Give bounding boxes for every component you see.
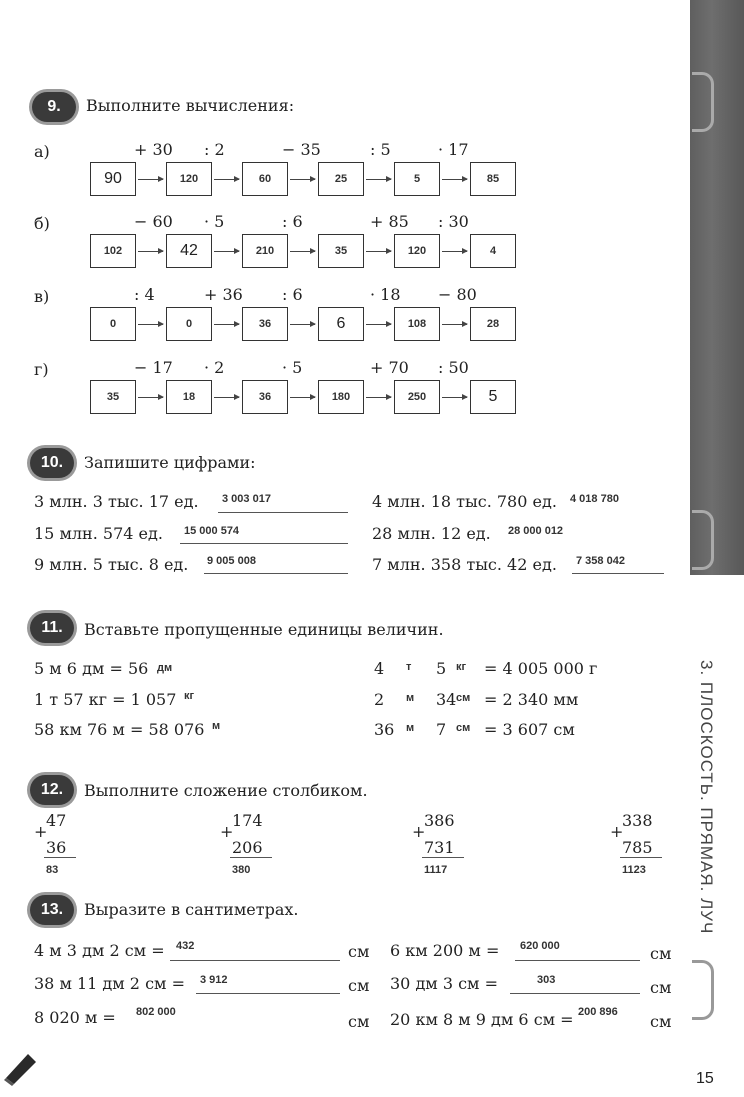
addend-bottom: 36 — [46, 838, 67, 857]
task-10-item: 7 млн. 358 тыс. 42 ед. — [372, 555, 557, 574]
task-9-arrow — [290, 251, 315, 252]
plus-sign: + — [220, 822, 234, 841]
answer-line — [180, 543, 348, 544]
sum-result: 1117 — [424, 864, 448, 876]
task-11-number: 36 — [374, 720, 395, 739]
task-13-item: 4 м 3 дм 2 см = — [34, 941, 165, 960]
task-11-result: = 3 607 см — [484, 720, 575, 739]
task-12-title: Выполните сложение столбиком. — [84, 781, 368, 800]
plus-sign: + — [610, 822, 624, 841]
task-9-arrow — [442, 179, 467, 180]
task-13-unit: см — [650, 978, 672, 997]
task-9-arrow — [214, 324, 239, 325]
sum-result: 83 — [46, 864, 59, 876]
task-9-row-label: в) — [34, 287, 50, 306]
task-11-unit-answer: кг — [184, 690, 195, 702]
task-9-row-label: б) — [34, 214, 50, 233]
task-9-arrow — [138, 397, 163, 398]
task-9-arrow — [138, 251, 163, 252]
task-11-number: 34 — [436, 690, 457, 709]
task-9-operation: : 2 — [204, 140, 225, 159]
answer-line — [515, 960, 640, 961]
sum-line — [422, 857, 464, 858]
sidebar-tab-marker — [692, 510, 714, 570]
task-11-unit-answer: см — [456, 692, 471, 704]
task-9-operation: + 70 — [370, 358, 409, 377]
task-11-left-item: 1 т 57 кг = 1 057 — [34, 690, 177, 709]
task-9-value: 210 — [255, 245, 275, 257]
task-11-number: 5 — [436, 659, 447, 678]
task-9-value: 60 — [258, 173, 272, 185]
sum-result: 380 — [232, 864, 251, 876]
task-11-unit-answer: м — [212, 720, 221, 732]
answer-line — [510, 993, 640, 994]
task-13-item: 6 км 200 м = — [390, 941, 500, 960]
task-13-unit: см — [348, 976, 370, 995]
task-9-value: 180 — [331, 391, 351, 403]
task-9-operation: − 17 — [134, 358, 173, 377]
task-9-badge: 9. — [32, 92, 76, 122]
sum-result: 1123 — [622, 864, 646, 876]
task-9-value: 6 — [336, 315, 346, 332]
plus-sign: + — [412, 822, 426, 841]
task-11-number: 2 — [374, 690, 385, 709]
publisher-logo-icon — [4, 1048, 38, 1086]
page-number: 15 — [696, 1070, 714, 1087]
task-9-arrow — [442, 324, 467, 325]
task-13-answer: 303 — [537, 974, 556, 986]
task-9-arrow — [138, 324, 163, 325]
task-9-value: 35 — [334, 245, 348, 257]
task-11-left-item: 5 м 6 дм = 56 — [34, 659, 149, 678]
task-11-unit-answer: кг — [456, 661, 467, 673]
answer-line — [204, 573, 348, 574]
task-9-operation: : 50 — [438, 358, 469, 377]
task-9-value: 120 — [179, 173, 199, 185]
sum-line — [620, 857, 662, 858]
sidebar-tab-marker — [692, 960, 714, 1020]
answer-line — [572, 573, 664, 574]
task-11-unit-answer: м — [406, 692, 415, 704]
addend-top: 47 — [46, 811, 67, 830]
task-9-arrow — [290, 179, 315, 180]
task-12-badge: 12. — [30, 775, 74, 805]
task-9-value: 18 — [182, 391, 196, 403]
task-10-answer: 7 358 042 — [576, 555, 625, 567]
task-9-operation: − 60 — [134, 212, 173, 231]
task-9-value: 102 — [103, 245, 123, 257]
task-9-value: 85 — [486, 173, 500, 185]
task-9-operation: : 5 — [370, 140, 391, 159]
task-10-answer: 3 003 017 — [222, 493, 271, 505]
task-11-badge: 11. — [30, 613, 74, 643]
task-13-answer: 620 000 — [520, 940, 560, 952]
task-9-row-label: а) — [34, 142, 50, 161]
task-13-badge: 13. — [30, 895, 74, 925]
addend-bottom: 206 — [232, 838, 263, 857]
task-11-result: = 2 340 мм — [484, 690, 579, 709]
task-9-value: 25 — [334, 173, 348, 185]
task-10-item: 9 млн. 5 тыс. 8 ед. — [34, 555, 189, 574]
task-9-operation: + 30 — [134, 140, 173, 159]
addend-bottom: 785 — [622, 838, 653, 857]
task-9-value: 250 — [407, 391, 427, 403]
task-13-unit: см — [650, 1012, 672, 1031]
task-11-left-item: 58 км 76 м = 58 076 — [34, 720, 205, 739]
task-11-unit-answer: дм — [157, 662, 173, 674]
task-9-arrow — [290, 397, 315, 398]
task-9-operation: · 18 — [370, 285, 401, 304]
task-9-value: 35 — [106, 391, 120, 403]
task-9-value: 5 — [488, 388, 498, 405]
task-9-arrow — [290, 324, 315, 325]
task-10-title: Запишите цифрами: — [84, 453, 256, 472]
sum-line — [230, 857, 272, 858]
sum-line — [44, 857, 76, 858]
task-9-arrow — [366, 179, 391, 180]
task-13-item: 20 км 8 м 9 дм 6 см = — [390, 1010, 574, 1029]
task-10-item: 3 млн. 3 тыс. 17 ед. — [34, 492, 199, 511]
addend-bottom: 731 — [424, 838, 455, 857]
task-10-answer: 4 018 780 — [570, 493, 619, 505]
chapter-side-title: 3. ПЛОСКОСТЬ. ПРЯМАЯ. ЛУЧ — [697, 660, 716, 935]
task-13-item: 8 020 м = — [34, 1008, 116, 1027]
task-13-item: 38 м 11 дм 2 см = — [34, 974, 185, 993]
task-13-unit: см — [650, 944, 672, 963]
task-9-operation: · 5 — [204, 212, 225, 231]
task-9-operation: : 30 — [438, 212, 469, 231]
task-9-value: 42 — [180, 242, 198, 259]
task-9-arrow — [214, 251, 239, 252]
task-9-title: Выполните вычисления: — [86, 96, 295, 115]
task-13-item: 30 дм 3 см = — [390, 974, 498, 993]
task-9-value: 90 — [104, 170, 122, 187]
task-13-answer: 3 912 — [200, 974, 228, 986]
task-9-operation: : 4 — [134, 285, 155, 304]
task-13-answer: 200 896 — [578, 1006, 618, 1018]
task-9-arrow — [214, 179, 239, 180]
task-9-operation: · 2 — [204, 358, 225, 377]
task-13-answer: 802 000 — [136, 1006, 176, 1018]
task-11-unit-answer: см — [456, 722, 471, 734]
task-9-value: 5 — [413, 173, 421, 185]
answer-line — [170, 960, 340, 961]
task-9-row-label: г) — [34, 360, 49, 379]
task-10-item: 4 млн. 18 тыс. 780 ед. — [372, 492, 557, 511]
task-11-result: = 4 005 000 г — [484, 659, 598, 678]
sidebar-tab-marker — [692, 72, 714, 132]
addend-top: 386 — [424, 811, 455, 830]
task-9-arrow — [442, 397, 467, 398]
task-9-operation: · 17 — [438, 140, 469, 159]
task-9-operation: : 6 — [282, 212, 303, 231]
task-9-value: 108 — [407, 318, 427, 330]
task-9-arrow — [366, 324, 391, 325]
task-9-value: 28 — [486, 318, 500, 330]
task-10-item: 15 млн. 574 ед. — [34, 524, 163, 543]
answer-line — [196, 993, 340, 994]
task-11-title: Вставьте пропущенные единицы величин. — [84, 620, 444, 639]
task-10-answer: 15 000 574 — [184, 525, 240, 537]
task-9-arrow — [366, 251, 391, 252]
task-13-answer: 432 — [176, 940, 195, 952]
task-9-value: 0 — [109, 318, 117, 330]
task-9-operation: + 85 — [370, 212, 409, 231]
task-9-value: 36 — [258, 318, 272, 330]
task-11-number: 7 — [436, 720, 447, 739]
task-9-operation: − 80 — [438, 285, 477, 304]
task-11-unit-answer: т — [406, 661, 412, 673]
addend-top: 338 — [622, 811, 653, 830]
task-10-answer: 9 005 008 — [207, 555, 256, 567]
addend-top: 174 — [232, 811, 263, 830]
task-13-title: Выразите в сантиметрах. — [84, 900, 299, 919]
task-9-arrow — [442, 251, 467, 252]
task-9-operation: − 35 — [282, 140, 321, 159]
plus-sign: + — [34, 822, 48, 841]
task-10-answer: 28 000 012 — [508, 525, 564, 537]
task-10-item: 28 млн. 12 ед. — [372, 524, 491, 543]
task-9-operation: + 36 — [204, 285, 243, 304]
task-9-value: 4 — [489, 245, 497, 257]
task-11-unit-answer: м — [406, 722, 415, 734]
task-13-unit: см — [348, 1012, 370, 1031]
task-9-operation: · 5 — [282, 358, 303, 377]
task-9-value: 36 — [258, 391, 272, 403]
task-9-value: 120 — [407, 245, 427, 257]
task-10-badge: 10. — [30, 448, 74, 478]
task-9-arrow — [214, 397, 239, 398]
answer-line — [218, 512, 348, 513]
task-9-value: 0 — [185, 318, 193, 330]
task-13-unit: см — [348, 942, 370, 961]
task-9-operation: : 6 — [282, 285, 303, 304]
task-11-number: 4 — [374, 659, 385, 678]
task-9-arrow — [138, 179, 163, 180]
task-9-arrow — [366, 397, 391, 398]
